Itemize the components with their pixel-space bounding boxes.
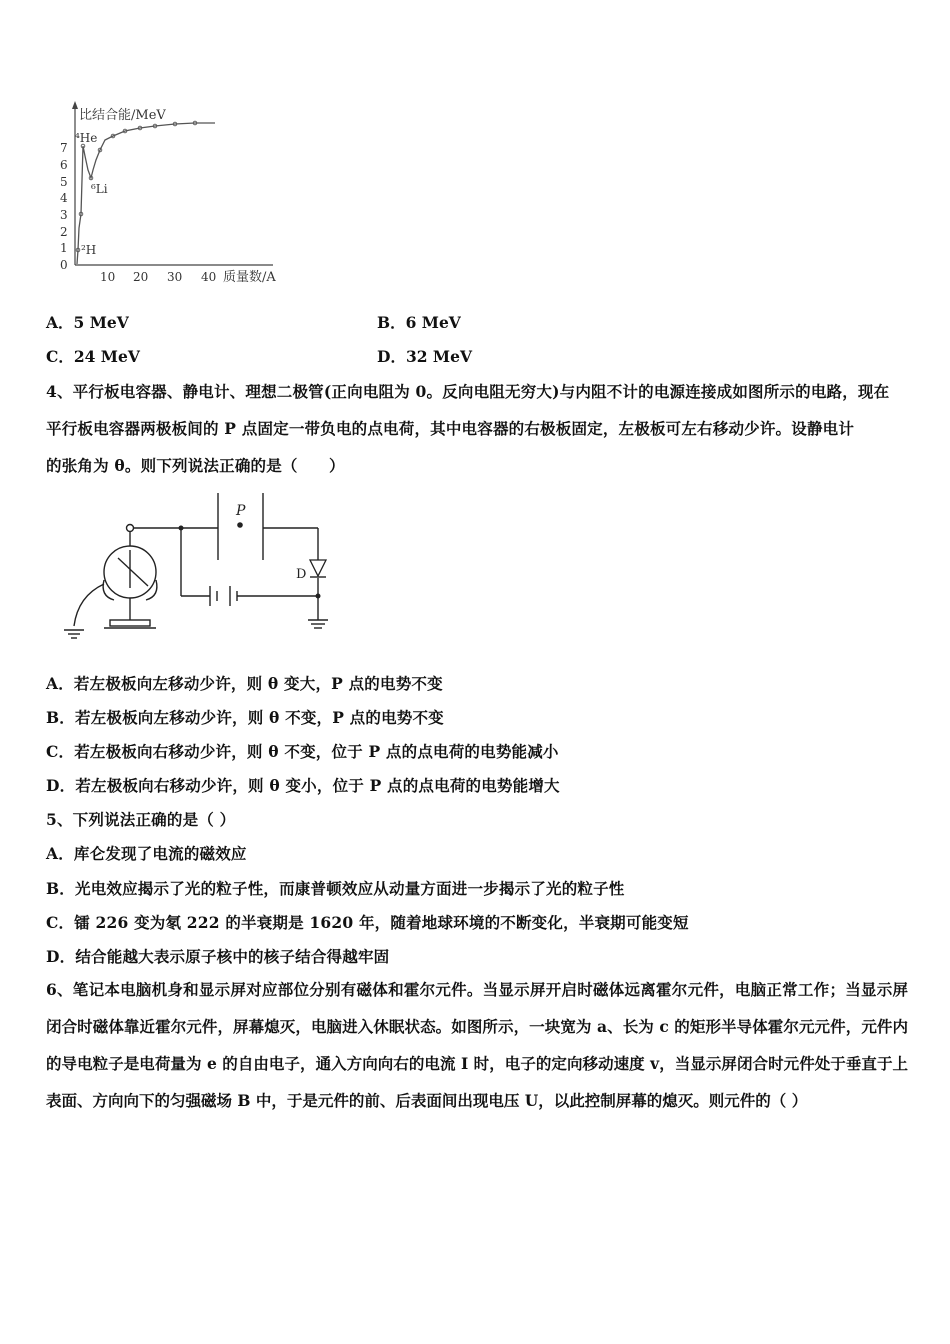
y-tick: 4	[60, 191, 68, 205]
y-tick: 7	[60, 141, 68, 155]
y-tick: 2	[60, 225, 68, 239]
binding-energy-graph	[55, 98, 295, 288]
x-tick: 40	[201, 270, 217, 284]
q4-option-c: C．若左极板向右移动少许，则 θ 不变，位于 P 点的点电荷的电势能减小	[46, 742, 559, 761]
q4-stem-line: 的张角为 θ。则下列说法正确的是（ ）	[46, 456, 345, 475]
q5-stem: 5、下列说法正确的是（ ）	[46, 810, 236, 829]
graph-xlabel: 质量数/A	[223, 270, 276, 285]
y-tick: 0	[60, 258, 68, 272]
q3-option-d: D．32 MeV	[377, 347, 472, 366]
q4-stem-line: 4、平行板电容器、静电计、理想二极管(正向电阻为 0。反向电阻无穷大)与内阻不计的电源连接成如图所示的电路，现在	[46, 382, 890, 401]
q3-option-a: A．5 MeV	[46, 313, 129, 332]
graph-ylabel: 比结合能/MeV	[79, 108, 166, 123]
q5-option-a: A．库仑发现了电流的磁效应	[46, 844, 247, 863]
q4-option-a: A．若左极板向左移动少许，则 θ 变大，P 点的电势不变	[46, 674, 443, 693]
y-tick: 5	[60, 175, 68, 189]
label-lithium: ⁶Li	[91, 182, 108, 196]
x-tick: 10	[100, 270, 116, 284]
q4-option-b: B．若左极板向左移动少许，则 θ 不变，P 点的电势不变	[46, 708, 444, 727]
diode-label: D	[296, 567, 307, 582]
point-p-label: P	[236, 503, 246, 519]
y-tick: 6	[60, 158, 68, 172]
label-deuterium: ²H	[81, 243, 97, 257]
q4-option-d: D．若左极板向右移动少许，则 θ 变小，位于 P 点的点电荷的电势能增大	[46, 776, 560, 795]
x-tick: 30	[167, 270, 183, 284]
q5-option-d: D．结合能越大表示原子核中的核子结合得越牢固	[46, 947, 390, 966]
y-tick: 3	[60, 208, 68, 222]
q5-option-c: C．镭 226 变为氡 222 的半衰期是 1620 年，随着地球环境的不断变化，半衰期可能变短	[46, 913, 689, 932]
q6-stem: 6、笔记本电脑机身和显示屏对应部位分别有磁体和霍尔元件。当显示屏开启时磁体远离霍尔元件，电脑正常工作；当显示屏闭合时磁体靠近霍尔元件，屏幕熄灭，电脑进入休眠状态。如图所示，一块宽为 a、长为 c 的矩形半导体霍尔元元件，元件内的导电粒子是电荷量为 e 的自由电子，通入方向向右的电流 I 时，电子的定向移动速度 v，当显示屏闭合时元件处于垂直于上表面、方向向下的匀强磁场 B 中，于是元件的前、后表面间出现电压 U，以此控制屏幕的熄灭。则元件的（ ）	[46, 980, 908, 1110]
circuit-diagram	[60, 488, 345, 648]
x-tick: 20	[133, 270, 149, 284]
q3-option-b: B．6 MeV	[377, 313, 461, 332]
q3-option-c: C．24 MeV	[46, 347, 140, 366]
y-tick: 1	[60, 241, 68, 255]
label-helium: ⁴He	[75, 131, 98, 145]
q5-option-b: B．光电效应揭示了光的粒子性，而康普顿效应从动量方面进一步揭示了光的粒子性	[46, 879, 625, 898]
q4-stem-line: 平行板电容器两极板间的 P 点固定一带负电的点电荷，其中电容器的右极板固定，左极板可左右移动少许。设静电计	[46, 419, 855, 438]
